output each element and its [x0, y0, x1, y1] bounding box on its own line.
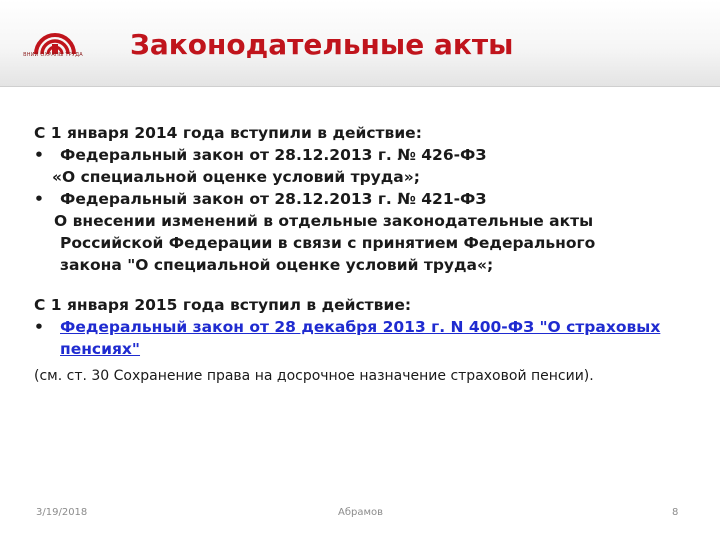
law-421-desc-line: О внесении изменений в отдельные законодательные акты	[54, 212, 594, 230]
section-2014-intro: С 1 января 2014 года вступили в действие:	[34, 124, 422, 142]
footer-date: 3/19/2018	[36, 507, 88, 518]
page-title: Законодательные акты	[130, 28, 514, 61]
page-number: 8	[672, 507, 679, 518]
law-426-title: Федеральный закон от 28.12.2013 г. № 426-ФЗ	[60, 146, 487, 164]
law-421-title: Федеральный закон от 28.12.2013 г. № 421-ФЗ	[60, 190, 487, 208]
section-2015-intro: С 1 января 2015 года вступил в действие:	[34, 296, 412, 314]
logo-caption: ВНИИ ОХРАНЫ ТРУДА	[23, 52, 83, 58]
list-item	[34, 144, 694, 166]
law-400-link[interactable]: Федеральный закон от 28 декабря 2013 г. N 400-ФЗ "О страховых	[60, 318, 661, 336]
slide-header	[0, 0, 720, 87]
law-400-link-cont[interactable]: пенсиях"	[60, 340, 141, 358]
bullet-icon: •	[34, 146, 44, 164]
law-421-desc-line: закона "О специальной оценке условий труда«;	[60, 256, 494, 274]
law-426-name: «О специальной оценке условий труда»;	[52, 168, 420, 186]
footer-author: Абрамов	[338, 507, 384, 518]
bullet-icon: •	[34, 318, 44, 336]
slide-content	[34, 122, 694, 386]
bullet-icon: •	[34, 190, 44, 208]
article-30-note: (см. ст. 30 Сохранение права на досрочное назначение страховой пенсии).	[34, 368, 594, 384]
law-421-desc-line: Российской Федерации в связи с принятием Федерального	[60, 234, 596, 252]
list-item	[34, 188, 694, 210]
list-item	[34, 316, 694, 338]
